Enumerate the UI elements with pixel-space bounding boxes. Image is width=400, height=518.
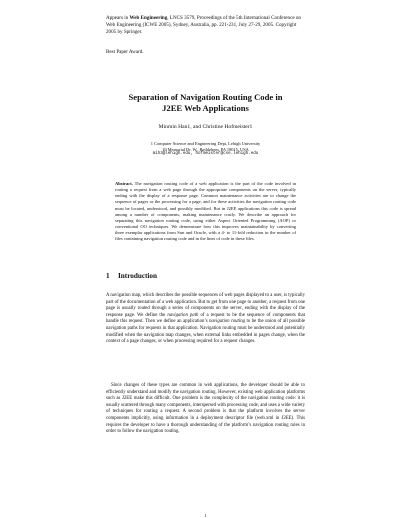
publication-note [106, 15, 305, 37]
para1-term-navigation-routing: navigation routing [209, 319, 246, 325]
abstract [115, 181, 296, 243]
section-heading [106, 272, 305, 281]
paragraph-1 [106, 293, 305, 346]
affiliation-address: 19 Memorial Dr. W., Bethlehem, PA 18015, USA [162, 146, 249, 152]
para1-text-c: to be the union of all possible navigation paths for requests in that application. Navigation routing must be understood and potentially modified when the navigation map changes, when external links embedded in pages change, when the context of a page changes, or when processing required for a request changes. [106, 319, 305, 345]
affiliation-dept: 1 Computer Science and Engineering Dept, Lehigh University [150, 141, 261, 146]
venue: Web Engineering [129, 15, 168, 21]
para1-term-navigation-path: navigation path [167, 312, 199, 318]
section-title: Introduction [118, 272, 158, 280]
abstract-text: The navigation routing code of a web application is the part of the code involved in routing a request from a web page through the appropriate components on the server, typically ending with the display of a response page. Common maintenance activities are to change the sequence of pages or the processing for a page, and for these activities the navigation routing code must be located, understood, and possibly modified. But in J2EE applications this code is spread among a number of components, making maintenance costly. We describe an approach for separating this navigation routing code, using either Aspect Oriented Programming (AOP) or conventional OO techniques. We demonstrate how this improves maintainability by converting three exemplar applications from Sun and Oracle, with a 4- to 11-fold reduction in the number of files containing navigation routing code and in the lines of code in these files. [115, 181, 296, 242]
title-line-1: Separation of Navigation Routing Code in [128, 92, 283, 102]
para1-text-a: A navigation map, which describes the possible sequences of web pages displayed to a user, is typically part of the documentation of a web application. But to get from one page to another, a request from one page is usually routed through a series of components on the server, ending with the display of the response page. We define the [106, 293, 305, 318]
abstract-label: Abstract. [115, 181, 133, 186]
section-number: 1 [106, 272, 110, 280]
para2-text: Since changes of these types are common in web applications, the developer should be able to efficiently understand and modify the navigation routing. However, existing web application platforms such as J2EE make this difficult. One problem is the complexity of the navigation routing code: it is usually scattered through many components, interspersed with processing code, and uses a wide variety of techniques for routing a request. A second problem is that the platform involves the server components implicitly, using information in a deployment descriptor file (web.xml in J2EE). This requires the developer to have a thorough understanding of the platform’s navigation routing rules in order to follow the navigation routing. [106, 383, 305, 435]
award-note: Best Paper Award. [106, 49, 144, 55]
pub-rest: , LNCS 3579, Proceedings of the 5th International Conference on Web Engineering (ICWE 2005), Sydney, Australia, pp. 221-231, July 27-29, 2005. Copyright 2005 by Springer. [106, 15, 301, 36]
affiliation [106, 141, 305, 158]
author-list: Minmin Han1, and Christine Hofmeister1 [158, 124, 253, 130]
para1-text-b: of a request to be the sequence of components that handle this request. Then we define an application’s [106, 312, 305, 325]
paragraph-2 [106, 383, 305, 436]
paper-title [106, 92, 305, 115]
title-line-2: J2EE Web Applications [162, 103, 249, 114]
page-number: 1 [204, 513, 207, 518]
pub-prefix: Appears in [106, 15, 130, 21]
affiliation-emails: mih3@lehigh.edu, hofmeister@cse.lehigh.edu [152, 152, 259, 157]
